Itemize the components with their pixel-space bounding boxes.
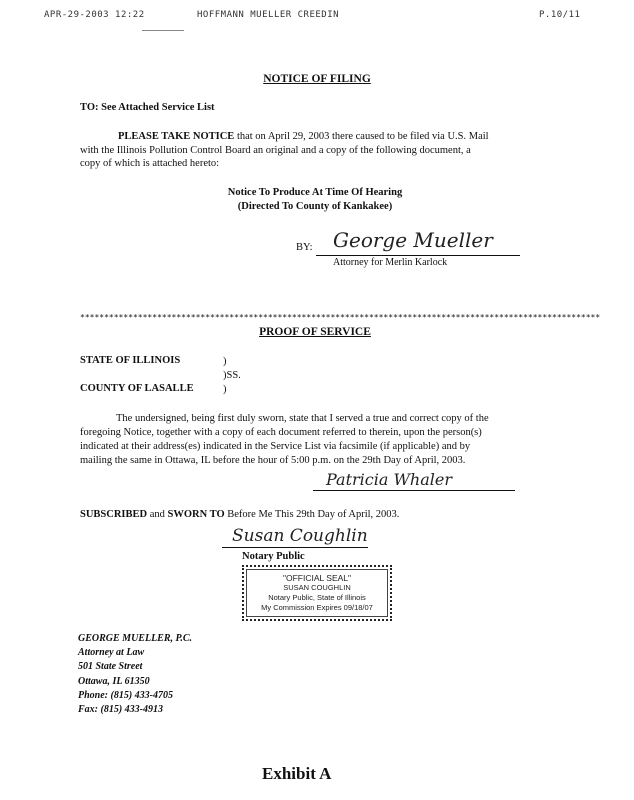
by-label: BY:: [296, 242, 313, 253]
notice-lead-text: that on April 29, 2003 there caused to be filed via U.S. Mail: [234, 131, 489, 142]
firm-phone: Phone: (815) 433-4705: [78, 689, 173, 701]
official-seal-inner: [246, 569, 388, 617]
county-label: COUNTY OF LASALLE: [80, 383, 194, 394]
proof-para-line1: The undersigned, being first duly sworn, state that I served a true and correct copy of the: [116, 413, 489, 424]
subscribed-line: [80, 508, 399, 521]
exhibit-label: Exhibit A: [262, 764, 332, 783]
notary-signature-line: [222, 547, 368, 548]
proof-title: PROOF OF SERVICE: [259, 326, 371, 338]
server-signature-line: [313, 490, 515, 491]
fax-header-mark: [142, 30, 184, 31]
fax-header-datetime: APR-29-2003 12:22: [44, 10, 145, 20]
document-subtitle: (Directed To County of Kankakee): [237, 201, 393, 212]
firm-name: GEORGE MUELLER, P.C.: [78, 633, 193, 644]
official-seal: [242, 565, 392, 621]
to-line: TO: See Attached Service List: [80, 102, 215, 113]
ss-label: )SS.: [223, 370, 241, 381]
seal-line-4: My Commission Expires 09/18/07: [261, 603, 373, 612]
notice-lead-bold: PLEASE TAKE NOTICE: [118, 131, 235, 142]
attorney-signature: George Mueller: [333, 228, 493, 252]
subscribed-bold: SUBSCRIBED: [80, 509, 148, 520]
firm-block: [78, 632, 192, 717]
server-signature: Patricia Whaler: [326, 470, 453, 489]
county-paren: ): [223, 384, 227, 395]
attorney-caption: Attorney for Merlin Karlock: [333, 257, 448, 268]
firm-city: Ottawa, IL 61350: [78, 675, 150, 687]
firm-role: Attorney at Law: [78, 647, 145, 659]
state-label: STATE OF ILLINOIS: [80, 355, 181, 366]
notary-label: Notary Public: [242, 551, 305, 562]
fax-header-sender: HOFFMANN MUELLER CREEDIN: [197, 10, 340, 20]
subscribed-and: and: [147, 509, 168, 520]
proof-para-line3: indicated at their address(es) indicated in the Service List via facsimile (if applicable) and by: [80, 441, 471, 452]
state-paren: ): [223, 356, 227, 367]
firm-fax: Fax: (815) 433-4913: [78, 704, 163, 716]
notice-body-line2: with the Illinois Pollution Control Board an original and a copy of the following document, a: [80, 145, 471, 156]
firm-street: 501 State Street: [78, 661, 143, 673]
notice-lead: [118, 130, 489, 143]
proof-para-line2: foregoing Notice, together with a copy of each document referred to therein, upon the person(s): [80, 427, 482, 438]
seal-line-3: Notary Public, State of Illinois: [268, 593, 366, 602]
sworn-bold: SWORN TO: [167, 509, 225, 520]
seal-line-1: "OFFICIAL SEAL": [282, 573, 352, 583]
star-divider: ************************************************************************************************************: [80, 313, 601, 322]
notice-body-line3: copy of which is attached hereto:: [80, 158, 220, 169]
document-title: Notice To Produce At Time Of Hearing: [227, 187, 403, 198]
proof-para-line4: mailing the same in Ottawa, IL before the hour of 5:00 p.m. on the 29th Day of April, 2003.: [80, 455, 466, 466]
seal-line-2: SUSAN COUGHLIN: [283, 583, 351, 592]
notice-title: NOTICE OF FILING: [263, 73, 371, 85]
subscribed-rest: Before Me This 29th Day of April, 2003.: [224, 509, 400, 520]
fax-header-page: P.10/11: [539, 10, 581, 20]
notary-signature: Susan Coughlin: [232, 526, 368, 546]
